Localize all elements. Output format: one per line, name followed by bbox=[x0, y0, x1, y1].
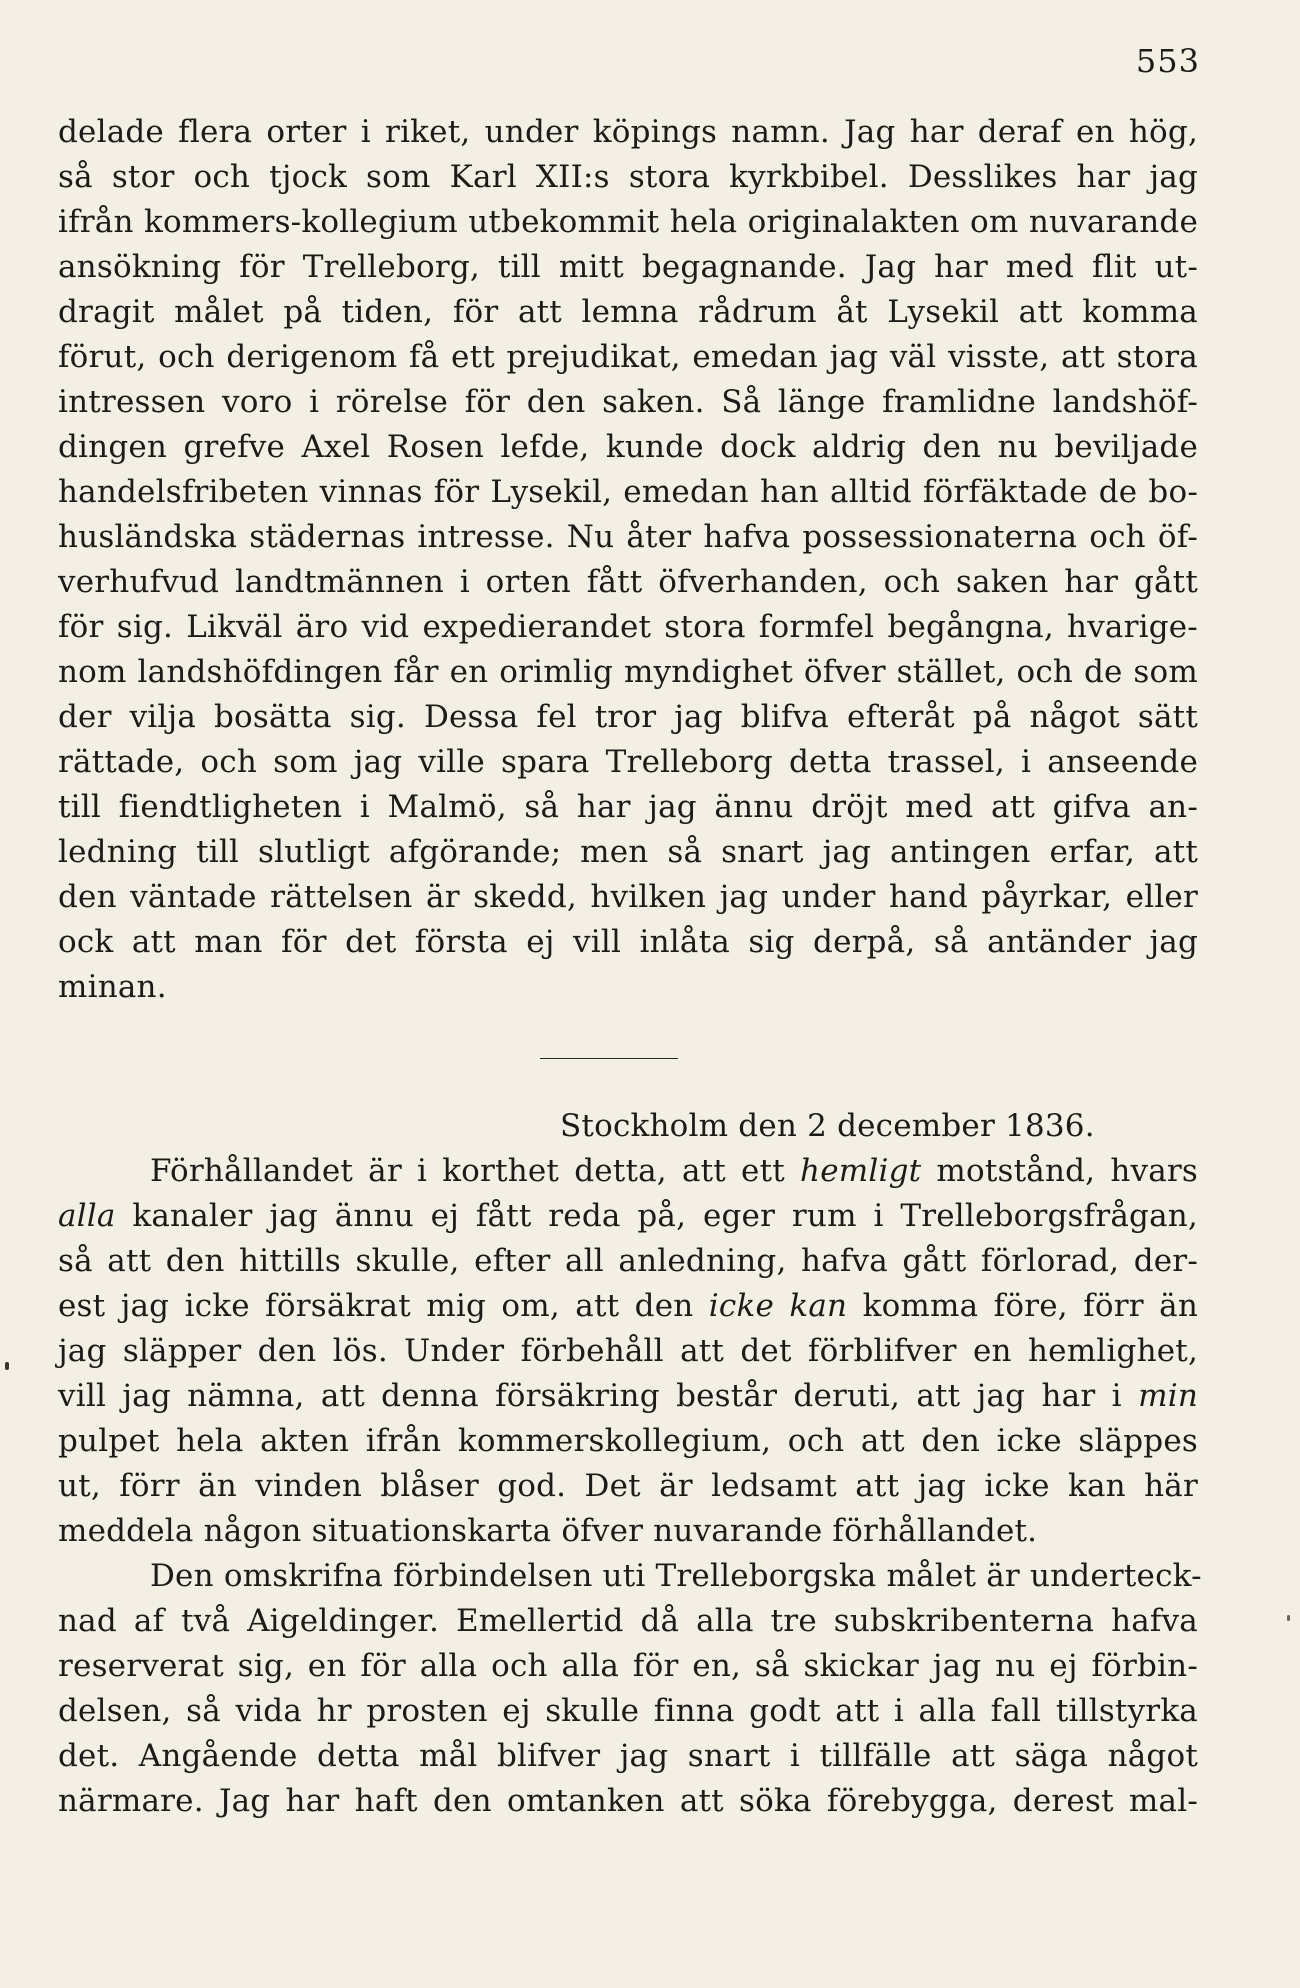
paragraph-2-3 bbox=[58, 1149, 1202, 1824]
text-line: närmare. Jag har haft den omtanken att söka förebygga, derest mal- bbox=[58, 1783, 1198, 1819]
margin-speck bbox=[1287, 1615, 1290, 1621]
text-line: rättade, och som jag ville spara Trelleborg detta trassel, i anseende bbox=[58, 744, 1198, 780]
text-line: pulpet hela akten ifrån kommerskollegium, och att den icke släppes bbox=[58, 1423, 1198, 1459]
text-line: ledning till slutligt afgörande; men så snart jag antingen erfar, att bbox=[58, 834, 1198, 870]
text-line: den väntade rättelsen är skedd, hvilken jag under hand påyrkar, eller bbox=[58, 879, 1198, 915]
text-line: dragit målet på tiden, för att lemna rådrum åt Lysekil att komma bbox=[58, 294, 1198, 330]
text-span: Förhållandet är i korthet detta, att ett bbox=[150, 1153, 801, 1189]
margin-speck bbox=[5, 1362, 9, 1370]
text-line bbox=[58, 1374, 1198, 1419]
text-line: ut, förr än vinden blåser god. Det är ledsamt att jag icke kan här bbox=[58, 1468, 1198, 1504]
text-line: delade flera orter i riket, under köpings namn. Jag har deraf en hög, bbox=[58, 114, 1198, 150]
text-line bbox=[58, 1194, 1198, 1239]
dateline: Stockholm den 2 december 1836. bbox=[560, 1108, 1095, 1144]
text-line: ock att man för det första ej vill inlåta sig derpå, så antänder jag bbox=[58, 924, 1198, 960]
text-line: ifrån kommers-kollegium utbekommit hela originalakten om nuvarande bbox=[58, 204, 1198, 240]
text-line: så stor och tjock som Karl XII:s stora kyrkbibel. Desslikes har jag bbox=[58, 159, 1198, 195]
text-span: vill jag nämna, att denna försäkring består deruti, att jag har i bbox=[58, 1378, 1139, 1414]
text-line: dingen grefve Axel Rosen lefde, kunde dock aldrig den nu beviljade bbox=[58, 429, 1198, 465]
text-line: meddela någon situationskarta öfver nuvarande förhållandet. bbox=[58, 1513, 1038, 1549]
text-span: motstånd, hvars bbox=[921, 1153, 1199, 1189]
text-line: handelsfribeten vinnas för Lysekil, emedan han alltid förfäktade de bo- bbox=[58, 474, 1198, 510]
italic-emphasis: alla bbox=[58, 1198, 116, 1234]
text-line bbox=[58, 1284, 1198, 1329]
text-line: så att den hittills skulle, efter all anledning, hafva gått förlorad, der- bbox=[58, 1243, 1198, 1279]
text-line: jag släpper den lös. Under förbehåll att det förblifver en hemlighet, bbox=[58, 1333, 1198, 1369]
text-line: der vilja bosätta sig. Dessa fel tror jag blifva efteråt på något sätt bbox=[58, 699, 1198, 735]
text-line: minan. bbox=[58, 969, 167, 1005]
text-span: est jag icke försäkrat mig om, att den bbox=[58, 1288, 709, 1324]
italic-emphasis: hemligt bbox=[800, 1153, 922, 1189]
text-line bbox=[58, 1149, 1198, 1194]
text-line: nad af två Aigeldinger. Emellertid då alla tre subskribenterna hafva bbox=[58, 1603, 1198, 1639]
text-line: verhufvud landtmännen i orten fått öfverhanden, och saken har gått bbox=[58, 564, 1198, 600]
text-span: kanaler jag ännu ej fått reda på, eger rum i Trelleborgsfrågan, bbox=[115, 1198, 1198, 1234]
italic-emphasis: icke kan bbox=[708, 1288, 848, 1324]
text-line: husländska städernas intresse. Nu åter hafva possessionaterna och öf- bbox=[58, 519, 1198, 555]
text-line: förut, och derigenom få ett prejudikat, emedan jag väl visste, att stora bbox=[58, 339, 1198, 375]
text-line: nom landshöfdingen får en orimlig myndighet öfver stället, och de som bbox=[58, 654, 1198, 690]
text-span: komma före, förr än bbox=[847, 1288, 1199, 1324]
paragraph-1 bbox=[58, 110, 1198, 1010]
page-number: 553 bbox=[1135, 42, 1200, 80]
text-line: till fiendtligheten i Malmö, så har jag ännu dröjt med att gifva an- bbox=[58, 789, 1198, 825]
section-divider bbox=[540, 1058, 678, 1059]
text-line: ansökning för Trelleborg, till mitt begagnande. Jag har med flit ut- bbox=[58, 249, 1198, 285]
text-line: intressen voro i rörelse för den saken. Så länge framlidne landshöf- bbox=[58, 384, 1198, 420]
text-line: Den omskrifna förbindelsen uti Trelleborgska målet är underteck- bbox=[150, 1558, 1202, 1594]
text-line: det. Angående detta mål blifver jag snart i tillfälle att säga något bbox=[58, 1738, 1198, 1774]
text-line: delsen, så vida hr prosten ej skulle finna godt att i alla fall tillstyrka bbox=[58, 1693, 1198, 1729]
text-line: för sig. Likväl äro vid expedierandet stora formfel begångna, hvarige- bbox=[58, 609, 1198, 645]
italic-emphasis: min bbox=[1138, 1378, 1198, 1414]
text-line: reserverat sig, en för alla och alla för en, så skickar jag nu ej förbin- bbox=[58, 1648, 1198, 1684]
